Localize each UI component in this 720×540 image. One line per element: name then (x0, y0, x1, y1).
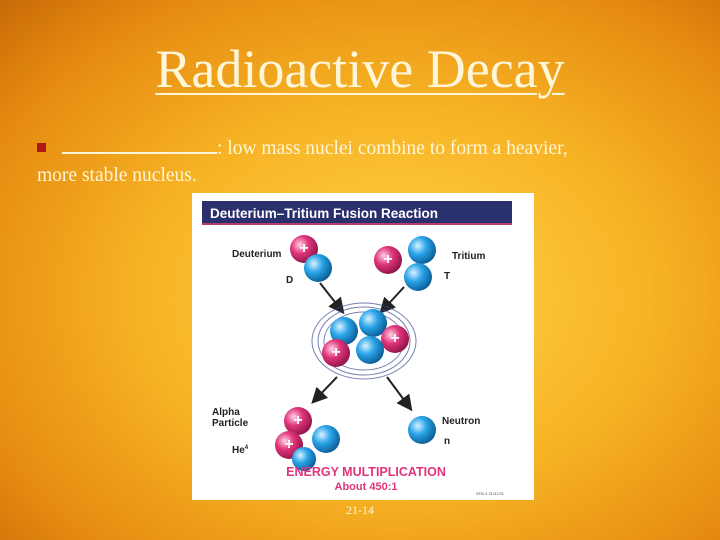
alpha-plus-1: + (293, 412, 303, 429)
arrow-neutron-out (387, 377, 410, 408)
collision-plus-1: + (390, 330, 400, 347)
fusion-reaction-figure (192, 193, 534, 500)
arrow-deuterium-in (320, 283, 342, 311)
arrow-alpha-out (314, 377, 337, 401)
collision-neutron-3 (356, 336, 384, 364)
figure-header: Deuterium–Tritium Fusion Reaction (210, 206, 439, 221)
alpha-plus-2: + (284, 436, 294, 453)
energy-line1: ENERGY MULTIPLICATION (286, 465, 446, 479)
deuterium-symbol: D (286, 275, 294, 286)
free-neutron (408, 416, 436, 444)
alpha-symbol: He$^4$ (232, 445, 249, 456)
tritium-label: Tritium (452, 251, 486, 262)
slide-title: Radioactive Decay (155, 39, 565, 99)
arrow-tritium-in (382, 287, 404, 311)
neutron-symbol: n (444, 436, 451, 447)
deuterium-label: Deuterium (232, 249, 282, 260)
alpha-label-line1: Alpha (212, 407, 240, 418)
bullet-text (37, 135, 697, 189)
energy-line2: About 450:1 (334, 481, 398, 493)
tritium-plus: + (383, 251, 393, 268)
fill-in-blank (62, 136, 217, 154)
figure-code: SFB-3 31/31/31 (476, 491, 505, 496)
bullet-square-icon (37, 143, 46, 152)
tritium-neutron-2 (404, 263, 432, 291)
tritium-neutron-1 (408, 236, 436, 264)
collision-plus-2: + (331, 344, 341, 361)
alpha-neutron-1 (312, 425, 340, 453)
alpha-label-line2: Particle (212, 418, 249, 429)
bullet-text-line2: more stable nucleus. (37, 165, 197, 186)
tritium-symbol: T (444, 271, 451, 282)
slide-number: 21-14 (346, 503, 374, 517)
deuterium-plus: + (299, 240, 309, 257)
neutron-label: Neutron (442, 416, 481, 427)
fusion-diagram (192, 193, 534, 500)
bullet-text-line1: : low mass nuclei combine to form a heavier, (217, 138, 568, 159)
deuterium-neutron (304, 254, 332, 282)
